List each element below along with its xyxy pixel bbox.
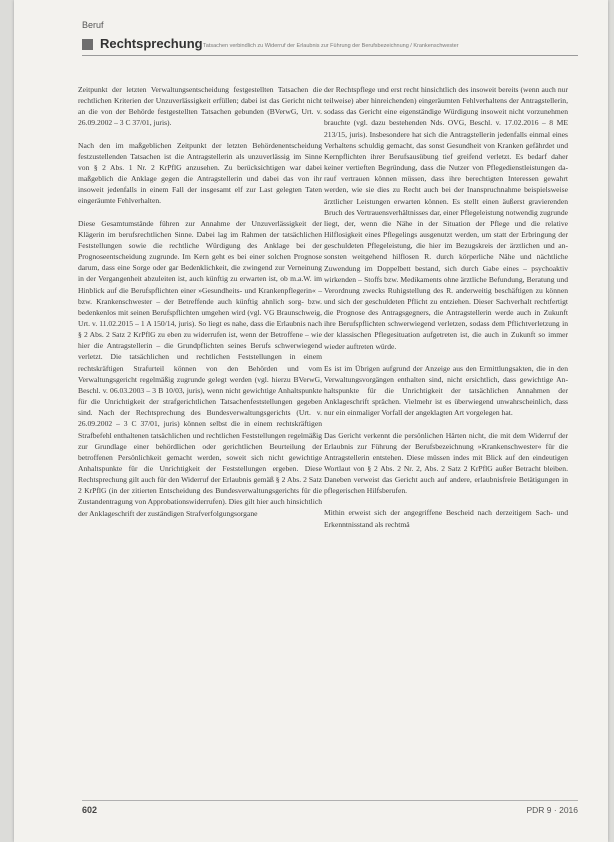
page-subtitle: Tatsachen verbindlich zu Widerruf der Erlaubnis zur Führung der Berufsbezeichnung / Krankenschwester: [203, 43, 459, 49]
footer-divider: [82, 800, 578, 801]
paragraph: der Rechtspflege und erst recht hinsichtlich des insoweit bereits (wenn auch nur teilweise) aber hinreichenden) eingeräumten Fehlverhaltens der Antragstellerin, sodass das Gericht eine eigenständige Würdigung insoweit nicht vorzunehmen brauchte (vgl. dazu bestehenden Nds. OVG, Beschl. v. 17.02.2016 – 8 ME 213/15, juris). Insbesondere hat sich die Antragstellerin jedenfalls einmal eines Verhaltens schuldig gemacht, das sonst Gesundheit von Kranken gefährdet und Kernpflichten ihrer Berufsausübung tief greifend verletzt. Es bedarf daher keiner vertieften Begründung, dass die Nutzer von Pflegedienstleistungen darauf vertrauen können müssen, dass ihre berechtigten Interessen gewahrt werden, wie sie dies zu Recht auch bei der Inanspruchnahme beispielsweise ärztlicher Leistungen erwarten können. Es stellt einen äußerst gravierenden Bruch des Vertrauensverhältnisses dar, einer Pflegeleistung notwendig zugrunde liegt, der, wenn die Nähe in der Situation der Pflege und die relative Hilflosigkeit eines Pflegelings ausgenutzt werden, um statt der Erbringung der geschuldeten Pflegeleistung, die hier im Bezugskreis der ärztlichen und ansonsten weitgehend hilflosen R. durch körperliche Nähe und nächtliche Zuwendung im Doppelbett bestand, sich durch Gabe eines – psychoaktiv wirkenden – Stoffs bzw. Medikaments ohne ärztliche Befundung, Beratung und Verordnung zwecks Ruhigstellung des R. anderweitig beschäftigen zu können und sich der geschuldeten Pflicht zu entziehen. Dieser Sachverhalt rechtfertigt die Prognose des Antragsgegners, die Antragstellerin werde auch in Zukunft ihre Berufspflichten schwerwiegend verletzen, sodass dem Pflichtverletzung in der klassischen Pflegesituation aufgetreten ist, die auch in Zukunft so immer wieder auftreten würde.: [324, 85, 568, 351]
right-column: [324, 84, 568, 530]
paragraph: Es ist im Übrigen aufgrund der Anzeige aus den Ermittlungsakten, die in den Verwaltungsvorgängen enthalten sind, nicht ersichtlich, dass gewichtige Anhaltspunkte für die Unrichtigkeit der tatsächlichen Annahmen der Anklageschrift sprächen. Vielmehr ist es überwiegend unwahrscheinlich, dass nur ein einmaliger Vorfall der angeklagten Art vorgelegen hat.: [324, 363, 568, 418]
page-number: 602: [82, 805, 98, 815]
header-divider: [82, 55, 578, 56]
paragraph: Nach den im maßgeblichen Zeitpunkt der letzten Behördenentscheidung festzustellenden Tatsachen ist die Antragstellerin als unzuverlässig im Sinne von § 2 Abs. 1 Nr. 2 KrPflG anzusehen. Zu berücksichtigen war dabei maßgeblich die Anklage gegen die Antragstellerin und dabei das von ihr insoweit jedenfalls in einem Fall der insgesamt elf zur Last gelegten Taten eingeräumte Fehlverhalten.: [78, 140, 322, 206]
left-column: [78, 84, 322, 519]
paragraph: Diese Gesamtumstände führen zur Annahme der Unzuverlässigkeit der Klägerin im berufsrechtlichen Sinne. Dabei lag im Rahmen der tatsächlichen Feststellungen sowie die rechtliche Würdigung des Anklage bei der Prognoseentscheidung zugrunde. Im Kern geht es bei einer solchen Prognose darum, dass eine Sorge oder gar Bedenklichkeit, die zwingend zur Verneinung in der Vergangenheit abzuleiten ist, auch künftig zu erwarten ist, ob m.a.W. im Hinblick auf die Berufspflichten einer »Gesundheits- und Krankenpflegerin« – bzw. Krankenschwester – der Betreffende auch künftig ahnlich sorg- bzw. bedenkenlos mit seinen Berufspflichten umgehen wird (vgl. VG Braunschweig, Urt. v. 11.02.2015 – 1 A 150/14, juris). So liegt es nahe, dass die Erlaubnis nach § 2 Abs. 2 Satz 2 KrPflG zu eben zu widerrufen ist, wenn der Betroffene – wie hier die Antragstellerin – die Grundpflichten seines Berufs schwerwiegend verletzt. Die tatsächlichen und rechtlichen Feststellungen in einem rechtskräftigen Strafurteil können von den Behörden und vom Verwaltungsgericht regelmäßig zugrunde gelegt werden (vgl. hierzu BVerwG, Beschl. v. 06.03.2003 – 3 B 10/03, juris), wenn nicht gewichtige Anhaltspunkte für die Unrichtigkeit der strafgerichtlichen Tatsachenfeststellungen gegeben sind. Nach der Rechtsprechung des Bundesverwaltungsgerichts (Urt. v. 26.09.2002 – 3 C 37/01, juris) können selbst die in einem rechtskräftigen Strafbefehl enthaltenen tatsächlichen und rechtlichen Feststellungen regelmäßig zur Grundlage einer behördlichen oder gerichtlichen Beurteilung der betroffenen Persönlichkeit gemacht werden, soweit sich nicht gewichtige Anhaltspunkte für die Unrichtigkeit der Feststellungen ergeben. Diese Rechtsprechung gilt auch für den Widerruf der Erlaubnis gemäß § 2 Abs. 2 Satz 2 KrPflG (in der zitierten Entscheidung des Bundesverwaltungsgerichts für die Zustandentragung von Approbationswiderrufen). Dies gilt hier auch hinsichtlich der Anklageschrift der zuständigen Strafverfolgungsorgane: [78, 218, 322, 518]
section-label: Beruf: [82, 20, 104, 30]
header-marker: [82, 39, 93, 50]
paragraph: Das Gericht verkennt die persönlichen Härten nicht, die mit dem Widerruf der Erlaubnis zur Führung der Berufsbezeichnung »Krankenschwester« für die Antragstellerin entstehen. Diese müssen indes mit Blick auf den eindeutigen Wortlaut von § 2 Abs. 2 Nr. 2, Abs. 2 Satz 2 KrPflG außer Betracht bleiben. Daneben verweist das Gericht auch auf andere, erlaubnisfreie Betätigungen in pflegerischen Hilfsberufen.: [324, 430, 568, 496]
journal-reference: PDR 9 · 2016: [526, 805, 578, 815]
document-page: [14, 0, 608, 842]
page-title: Rechtsprechung: [100, 36, 203, 51]
paragraph: Mithin erweist sich der angegriffene Bescheid nach derzeitigem Sach- und Erkenntnisstand als rechtmä: [324, 508, 568, 529]
paragraph: Zeitpunkt der letzten Verwaltungsentscheidung festgestellten Tatsachen die rechtlichen Kriterien der Unzuverlässigkeit erfüllen; dabei ist das Gericht nicht an die von der Behörde festgestellten Tatsachen gebunden (BVerwG, Urt. v. 26.09.2002 – 3 C 37/01, juris).: [78, 85, 322, 128]
